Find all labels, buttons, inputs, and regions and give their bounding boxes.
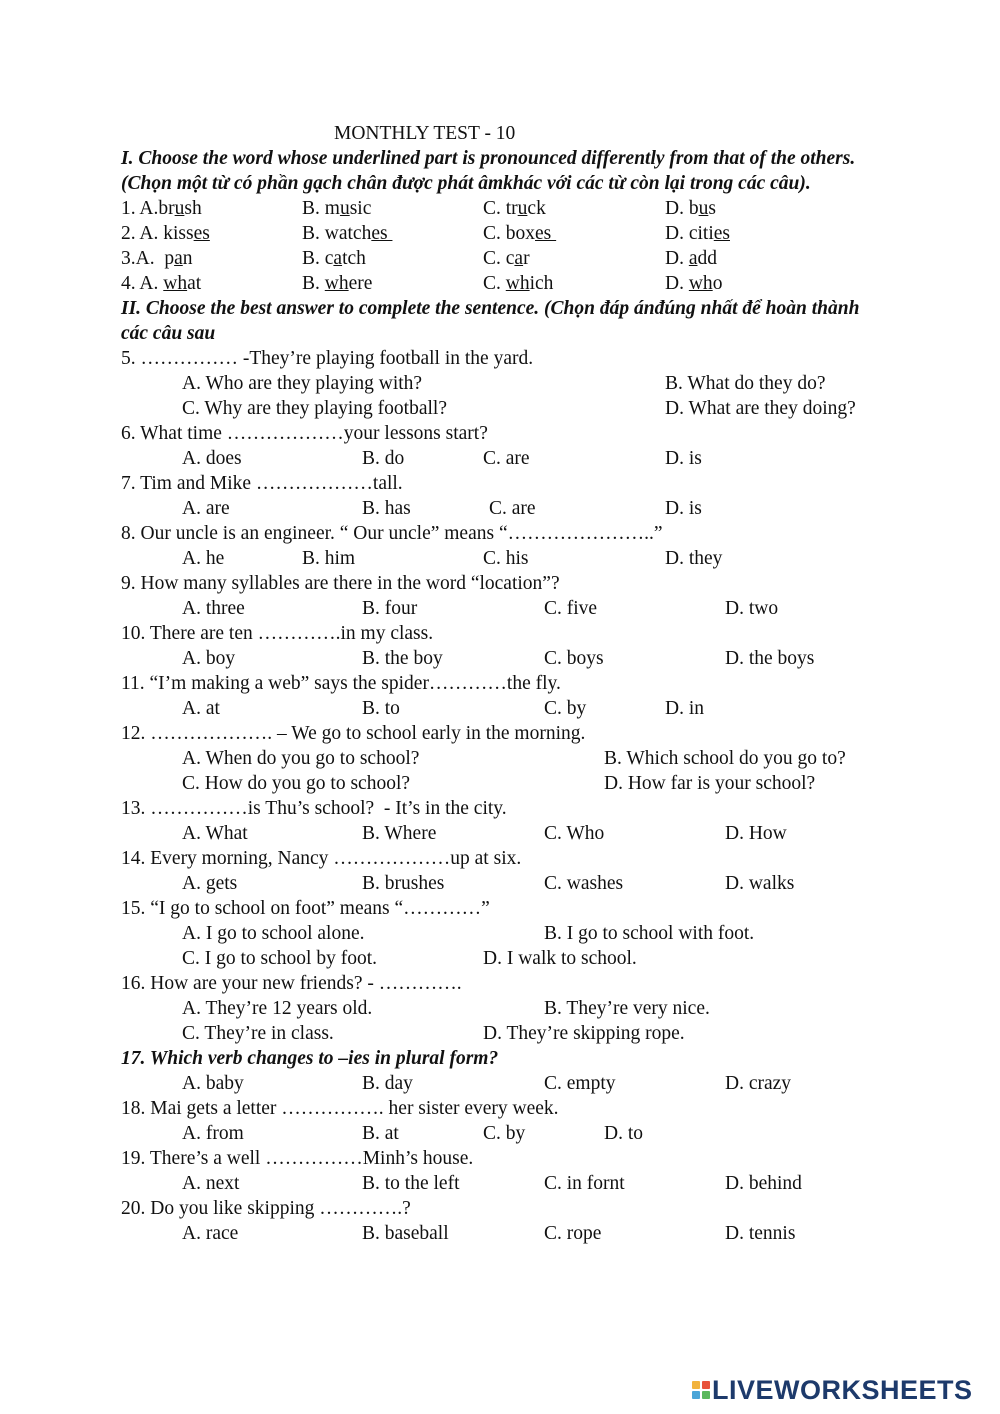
underlined-part: wh bbox=[163, 273, 188, 294]
answer-option: B. the boy bbox=[362, 648, 443, 669]
answer-option: D. the boys bbox=[725, 648, 815, 669]
question-text: 20. Do you like skipping ………….? bbox=[121, 1198, 411, 1219]
options-line bbox=[0, 871, 1000, 896]
option-text: 1. A.br bbox=[121, 198, 175, 219]
answer-option: C. boys bbox=[544, 648, 604, 669]
answer-option: C. are bbox=[483, 448, 530, 469]
answer-option: A. from bbox=[182, 1123, 244, 1144]
underlined-part: u bbox=[517, 198, 528, 219]
answer-option: A. does bbox=[182, 448, 242, 469]
answer-option: B. brushes bbox=[362, 873, 445, 894]
answer-option: D. behind bbox=[725, 1173, 802, 1194]
answer-option: B. him bbox=[302, 548, 356, 569]
part1-heading: I. Choose the word whose underlined part is pronounced differently from that of the others. bbox=[121, 148, 856, 169]
answer-option: C. washes bbox=[544, 873, 624, 894]
option-text: tch bbox=[342, 248, 366, 269]
answer-option bbox=[483, 246, 530, 271]
underlined-part: u bbox=[339, 198, 350, 219]
answer-option: C. They’re in class. bbox=[182, 1023, 334, 1044]
answer-option: D. two bbox=[725, 598, 779, 619]
answer-option: D. They’re skipping rope. bbox=[483, 1023, 685, 1044]
option-text: B. watch bbox=[302, 223, 372, 244]
question-text: 11. “I’m making a web” says the spider…………the fly. bbox=[121, 673, 561, 694]
question-text: 8. Our uncle is an engineer. “ Our uncle” means “…………………..” bbox=[121, 523, 663, 544]
answer-option: A. boy bbox=[182, 648, 236, 669]
question-text: 9. How many syllables are there in the word “location”? bbox=[121, 573, 560, 594]
answer-option: A. When do you go to school? bbox=[182, 748, 420, 769]
option-text: C. c bbox=[483, 248, 515, 269]
part1-heading-line bbox=[0, 146, 1000, 171]
liveworksheets-logo-icon bbox=[692, 1381, 710, 1399]
question-line bbox=[0, 1146, 1000, 1171]
answer-option bbox=[302, 271, 372, 296]
option-text: 2. A. kiss bbox=[121, 223, 194, 244]
answer-option: A. at bbox=[182, 698, 220, 719]
answer-option: D. How far is your school? bbox=[604, 773, 816, 794]
answer-option: B. baseball bbox=[362, 1223, 449, 1244]
answer-option: D. tennis bbox=[725, 1223, 796, 1244]
answer-option: D. How bbox=[725, 823, 787, 844]
question-line bbox=[0, 721, 1000, 746]
answer-option: B. I go to school with foot. bbox=[544, 923, 755, 944]
title-line bbox=[0, 121, 1000, 146]
underlined-part: es bbox=[713, 223, 730, 244]
options-line bbox=[0, 1071, 1000, 1096]
answer-option: A. They’re 12 years old. bbox=[182, 998, 373, 1019]
question-text: 6. What time ………………your lessons start? bbox=[121, 423, 488, 444]
answer-option: B. to the left bbox=[362, 1173, 460, 1194]
options-line bbox=[0, 996, 1000, 1021]
option-text: ere bbox=[348, 273, 373, 294]
answer-option: C. rope bbox=[544, 1223, 602, 1244]
option-text: 3.A. p bbox=[121, 248, 175, 269]
option-text: 4. A. bbox=[121, 273, 164, 294]
answer-option: B. day bbox=[362, 1073, 413, 1094]
options-line bbox=[0, 1021, 1000, 1046]
option-text: D. citi bbox=[665, 223, 714, 244]
answer-option: B. at bbox=[362, 1123, 399, 1144]
answer-option: D. to bbox=[604, 1123, 643, 1144]
options-line bbox=[0, 696, 1000, 721]
liveworksheets-logo bbox=[692, 1375, 973, 1405]
underlined-part: u bbox=[174, 198, 185, 219]
answer-option: C. five bbox=[544, 598, 598, 619]
answer-option: C. his bbox=[483, 548, 529, 569]
answer-option: C. I go to school by foot. bbox=[182, 948, 377, 969]
option-text: D. b bbox=[665, 198, 699, 219]
options-line bbox=[0, 646, 1000, 671]
question-line bbox=[0, 1196, 1000, 1221]
answer-option: B. four bbox=[362, 598, 418, 619]
options-line bbox=[0, 1121, 1000, 1146]
answer-option bbox=[121, 196, 202, 221]
options-line bbox=[0, 496, 1000, 521]
option-text: o bbox=[712, 273, 723, 294]
pronunciation-row bbox=[0, 221, 1000, 246]
question-line bbox=[0, 796, 1000, 821]
part1-subheading-line bbox=[0, 171, 1000, 196]
underlined-part: a bbox=[688, 248, 698, 269]
question-text: 18. Mai gets a letter ……………. her sister every week. bbox=[121, 1098, 559, 1119]
answer-option: B. do bbox=[362, 448, 405, 469]
answer-option: D. What are they doing? bbox=[665, 398, 856, 419]
answer-option: C. How do you go to school? bbox=[182, 773, 411, 794]
part2-heading-cont: các câu sau bbox=[121, 323, 216, 344]
answer-option: A. race bbox=[182, 1223, 239, 1244]
answer-option: A. next bbox=[182, 1173, 240, 1194]
question-text: 17. Which verb changes to –ies in plural form? bbox=[121, 1048, 499, 1069]
underlined-part: wh bbox=[324, 273, 349, 294]
answer-option bbox=[483, 196, 546, 221]
option-text: C. tr bbox=[483, 198, 518, 219]
option-text: C. box bbox=[483, 223, 536, 244]
answer-option bbox=[302, 196, 371, 221]
answer-option: B. has bbox=[362, 498, 411, 519]
options-line bbox=[0, 546, 1000, 571]
option-text: B. m bbox=[302, 198, 340, 219]
answer-option: D. is bbox=[665, 448, 702, 469]
answer-option: A. What bbox=[182, 823, 248, 844]
question-text: 16. How are your new friends? - …………. bbox=[121, 973, 462, 994]
underlined-part: a bbox=[333, 248, 343, 269]
answer-option: C. Who bbox=[544, 823, 605, 844]
option-text: s bbox=[708, 198, 716, 219]
page-title: MONTHLY TEST - 10 bbox=[334, 123, 516, 144]
answer-option bbox=[483, 221, 556, 246]
answer-option: B. What do they do? bbox=[665, 373, 826, 394]
answer-option bbox=[665, 246, 717, 271]
option-text: sh bbox=[184, 198, 202, 219]
question-line bbox=[0, 1046, 1000, 1071]
question-line bbox=[0, 571, 1000, 596]
underlined-part: es bbox=[193, 223, 210, 244]
answer-option: C. are bbox=[489, 498, 536, 519]
pronunciation-row bbox=[0, 271, 1000, 296]
question-line bbox=[0, 346, 1000, 371]
logo-square bbox=[702, 1381, 710, 1389]
answer-option: B. to bbox=[362, 698, 400, 719]
part2-heading: II. Choose the best answer to complete the sentence. (Chọn đáp ánđúng nhất để hoàn thành bbox=[121, 298, 860, 319]
options-line bbox=[0, 371, 1000, 396]
answer-option: C. empty bbox=[544, 1073, 616, 1094]
answer-option bbox=[302, 221, 392, 246]
question-text: 12. ………………. – We go to school early in the morning. bbox=[121, 723, 586, 744]
option-text: ck bbox=[527, 198, 546, 219]
question-line bbox=[0, 846, 1000, 871]
question-text: 10. There are ten ………….in my class. bbox=[121, 623, 434, 644]
answer-option: A. he bbox=[182, 548, 225, 569]
answer-option bbox=[665, 221, 730, 246]
option-text: B. bbox=[302, 273, 325, 294]
answer-option: C. by bbox=[483, 1123, 526, 1144]
underlined-part: a bbox=[514, 248, 524, 269]
question-line bbox=[0, 971, 1000, 996]
question-text: 19. There’s a well ……………Minh’s house. bbox=[121, 1148, 474, 1169]
pronunciation-row bbox=[0, 196, 1000, 221]
underlined-part: es bbox=[371, 223, 393, 244]
answer-option bbox=[302, 246, 366, 271]
question-text: 15. “I go to school on foot” means “…………” bbox=[121, 898, 490, 919]
question-line bbox=[0, 421, 1000, 446]
options-line bbox=[0, 1221, 1000, 1246]
options-line bbox=[0, 1171, 1000, 1196]
option-text: sic bbox=[349, 198, 372, 219]
options-line bbox=[0, 946, 1000, 971]
options-line bbox=[0, 746, 1000, 771]
answer-option: A. are bbox=[182, 498, 230, 519]
question-line bbox=[0, 621, 1000, 646]
question-line bbox=[0, 521, 1000, 546]
question-line bbox=[0, 471, 1000, 496]
question-line bbox=[0, 671, 1000, 696]
answer-option: D. in bbox=[665, 698, 704, 719]
answer-option: B. They’re very nice. bbox=[544, 998, 710, 1019]
answer-option: D. I walk to school. bbox=[483, 948, 637, 969]
answer-option: A. I go to school alone. bbox=[182, 923, 365, 944]
answer-option bbox=[483, 271, 553, 296]
options-line bbox=[0, 396, 1000, 421]
part2-heading-line-2 bbox=[0, 321, 1000, 346]
answer-option bbox=[665, 196, 716, 221]
question-text: 13. ……………is Thu’s school? - It’s in the city. bbox=[121, 798, 507, 819]
answer-option bbox=[121, 246, 193, 271]
answer-option: B. Where bbox=[362, 823, 437, 844]
answer-option: A. gets bbox=[182, 873, 238, 894]
question-text: 14. Every morning, Nancy ………………up at six. bbox=[121, 848, 522, 869]
brand-name: LIVEWORKSHEETS bbox=[712, 1374, 973, 1405]
option-text: at bbox=[187, 273, 202, 294]
answer-option bbox=[121, 271, 201, 296]
answer-option: A. baby bbox=[182, 1073, 244, 1094]
underlined-part: wh bbox=[505, 273, 530, 294]
option-text: dd bbox=[697, 248, 717, 269]
options-line bbox=[0, 596, 1000, 621]
option-text: r bbox=[523, 248, 530, 269]
answer-option: D. crazy bbox=[725, 1073, 792, 1094]
option-text: C. bbox=[483, 273, 506, 294]
part1-subheading: (Chọn một từ có phần gạch chân được phát âmkhác với các từ còn lại trong các câu). bbox=[121, 173, 811, 194]
answer-option bbox=[121, 221, 210, 246]
underlined-part: es bbox=[535, 223, 557, 244]
answer-option: C. Why are they playing football? bbox=[182, 398, 447, 419]
logo-square bbox=[692, 1391, 700, 1399]
options-line bbox=[0, 771, 1000, 796]
answer-option bbox=[665, 271, 722, 296]
answer-option: A. three bbox=[182, 598, 245, 619]
options-line bbox=[0, 921, 1000, 946]
question-line bbox=[0, 896, 1000, 921]
answer-option: C. in fornt bbox=[544, 1173, 625, 1194]
options-line bbox=[0, 821, 1000, 846]
answer-option: D. walks bbox=[725, 873, 795, 894]
option-text: D. bbox=[665, 248, 689, 269]
underlined-part: wh bbox=[688, 273, 713, 294]
answer-option: A. Who are they playing with? bbox=[182, 373, 423, 394]
option-text: ich bbox=[529, 273, 554, 294]
answer-option: B. Which school do you go to? bbox=[604, 748, 846, 769]
underlined-part: u bbox=[698, 198, 709, 219]
part2-heading-line-1 bbox=[0, 296, 1000, 321]
answer-option: C. by bbox=[544, 698, 587, 719]
question-text: 5. …………… -They’re playing football in the yard. bbox=[121, 348, 534, 369]
answer-option: D. is bbox=[665, 498, 702, 519]
option-text: D. bbox=[665, 273, 689, 294]
question-text: 7. Tim and Mike ………………tall. bbox=[121, 473, 403, 494]
question-line bbox=[0, 1096, 1000, 1121]
underlined-part: a bbox=[174, 248, 183, 269]
options-line bbox=[0, 446, 1000, 471]
logo-square bbox=[692, 1381, 700, 1389]
option-text: n bbox=[182, 248, 193, 269]
pronunciation-row bbox=[0, 246, 1000, 271]
option-text: B. c bbox=[302, 248, 334, 269]
logo-square bbox=[702, 1391, 710, 1399]
answer-option: D. they bbox=[665, 548, 723, 569]
